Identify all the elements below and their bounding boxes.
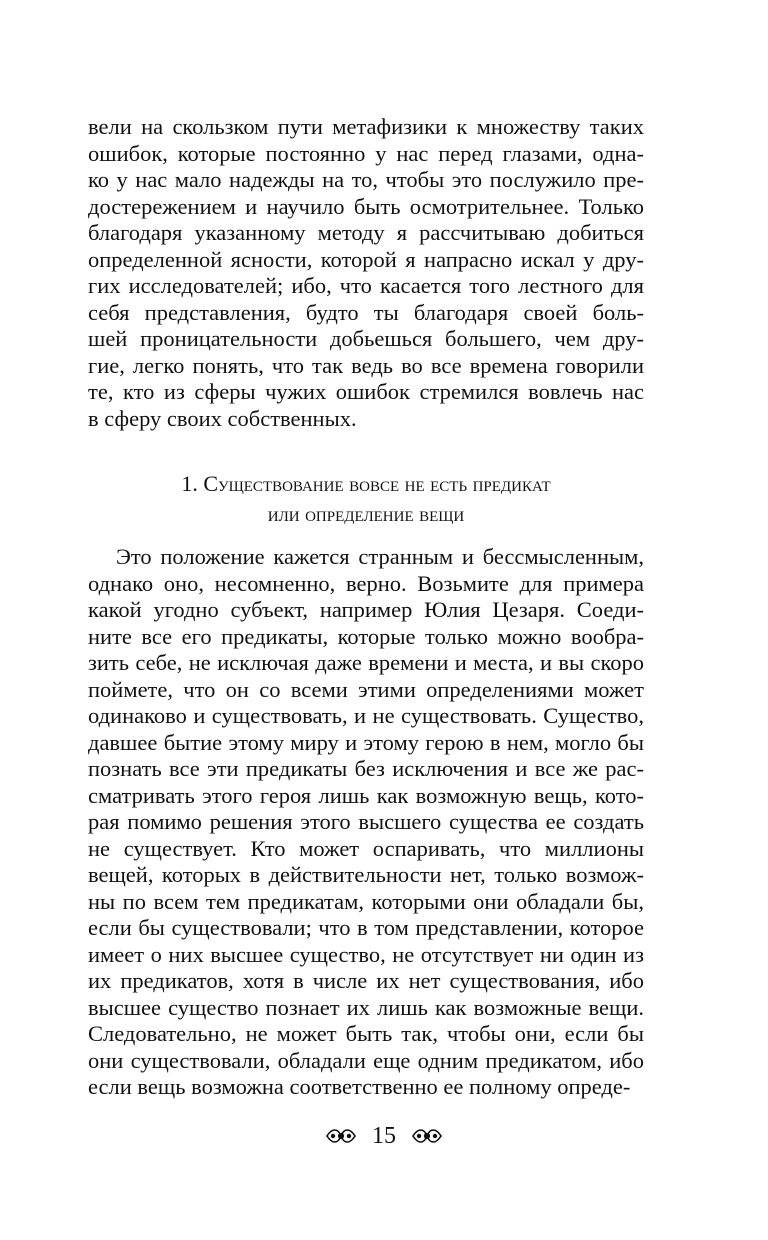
page-footer: [0, 1121, 768, 1151]
text-line: определенной ясности, которой я напрасно искал у дру-: [88, 246, 644, 272]
text-line: в сферу своих собственных.: [88, 405, 357, 431]
text-line: вели на скользком пути метафизики к множеству таких: [88, 114, 644, 139]
text-line: имеет о них высшее существо, не отсутствует ни один из: [88, 941, 644, 967]
text-line: ны по всем тем предикатам, которыми они обладали бы,: [88, 888, 644, 914]
text-line: ните все его предикаты, которые только можно вообра-: [88, 623, 644, 649]
fleuron-right-icon: [410, 1125, 444, 1147]
text-line: давшее бытие этому миру и этому герою в нем, могло бы: [88, 729, 644, 755]
text-line: гие, легко понять, что так ведь во все времена говорили: [88, 352, 644, 378]
text-line: ко у нас мало надежды на то, чтобы это послужило пре-: [88, 167, 644, 192]
text-line: одинаково и существовать, и не существовать. Существо,: [88, 703, 644, 728]
text-line: Следовательно, не может быть так, чтобы они, если бы: [88, 1021, 644, 1046]
text-line: если вещь возможна соответственно ее полному опреде-: [88, 1074, 631, 1099]
text-line: Это положение кажется странным и бессмысленным,: [116, 544, 644, 569]
text-line: себя представления, будто ты благодаря своей боль-: [88, 299, 644, 325]
text-line: те, кто из сферы чужих ошибок стремился вовлечь нас: [88, 379, 644, 404]
main-paragraph: [88, 544, 644, 1101]
text-line: познать все эти предикаты без исключения и все же рас-: [88, 756, 644, 781]
fleuron-left-icon: [324, 1125, 358, 1147]
section-heading: [88, 469, 644, 529]
page-number: 15: [372, 1123, 396, 1149]
text-line: не существует. Кто может оспаривать, что миллионы: [88, 835, 644, 861]
section-heading-line-1: 1. Существование вовсе не есть предикат: [181, 471, 551, 496]
text-line: достережением и научило быть осмотрительнее. Только: [88, 193, 644, 219]
text-line: ошибок, которые постоянно у нас перед глазами, одна-: [88, 140, 644, 166]
text-line: сматривать этого героя лишь как возможную вещь, кото-: [88, 782, 644, 808]
text-line: они существовали, обладали еще одним предикатом, ибо: [88, 1047, 644, 1073]
text-line: вещей, которых в действительности нет, только возмож-: [88, 862, 644, 887]
text-line: поймете, что он со всеми этими определениями может: [88, 676, 644, 702]
section-heading-line-2: или определение вещи: [267, 501, 465, 526]
text-line: гих исследователей; ибо, что касается того лестного для: [88, 273, 644, 298]
text-line: если бы существовали; что в том представлении, которое: [88, 915, 644, 940]
text-line: благодаря указанному методу я рассчитываю добиться: [88, 220, 644, 245]
top-paragraph: [88, 114, 644, 432]
text-line: рая помимо решения этого высшего существа ее создать: [88, 809, 644, 834]
text-line: шей проницательности добьешься большего, чем дру-: [88, 326, 644, 351]
text-line: зить себе, не исключая даже времени и места, и вы скоро: [88, 650, 644, 675]
text-line: какой угодно субъект, например Юлия Цезаря. Соеди-: [88, 597, 644, 622]
text-line: их предикатов, хотя в числе их нет существования, ибо: [88, 968, 644, 993]
text-line: высшее существо познает их лишь как возможные вещи.: [88, 994, 644, 1020]
text-line: однако оно, несомненно, верно. Возьмите для примера: [88, 570, 644, 596]
